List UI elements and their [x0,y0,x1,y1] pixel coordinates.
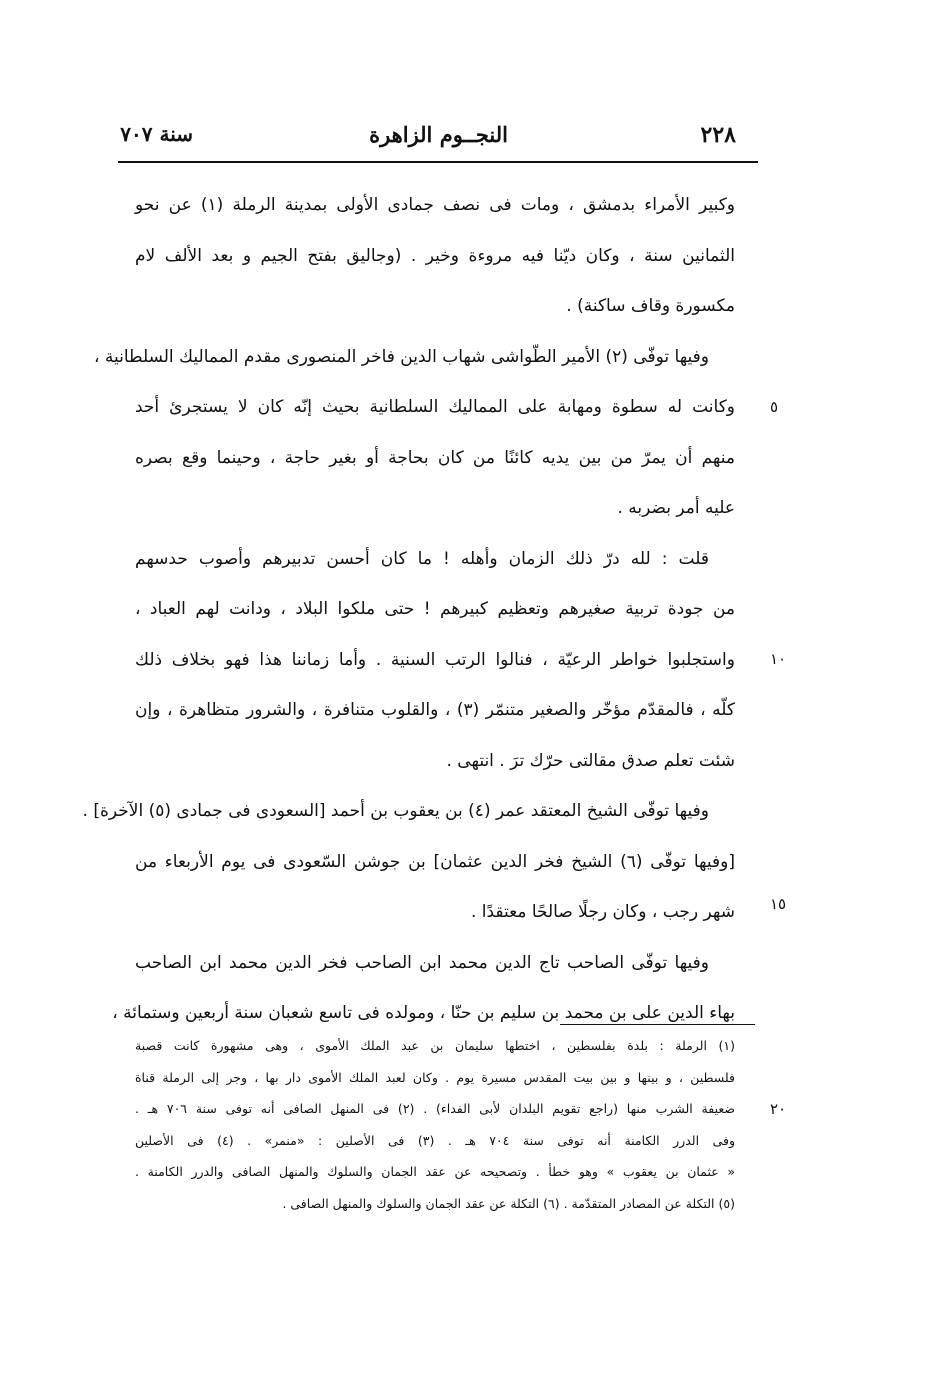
text-line: الثمانين سنة ، وكان ديّنا فيه مروءة وخير . (وجاليق بفتح الجيم و بعد الألف لام [135,245,735,266]
text-line: وكانت له سطوة ومهابة على المماليك السلطانية بحيث إنّه كان لا يستجرئ أحد [135,397,735,417]
footnote-line: « عثمان بن يعقوب » وهو خطأ . وتصحيحه عن عقد الجمان والسلوك والمنهل الصافى والدرر الكامنة . [135,1164,735,1179]
text-line: شهر رجب ، وكان رجلًا صالحًا معتقدًا . [470,902,735,922]
text-line: واستجلبوا خواطر الرعيّة ، فنالوا الرتب السنية . وأما زماننا هذا فهو بخلاف ذلك [135,649,735,670]
text-line: قلت : لله درّ ذلك الزمان وأهله ! ما كان أحسن تدبيرهم وأصوب حدسهم [135,548,709,569]
margin-line-number: ٥ [770,398,779,416]
margin-line-number: ٢٠ [770,1100,787,1118]
text-line: وفيها توفّى الصاحب تاج الدين محمد ابن الصاحب فخر الدين محمد ابن الصاحب [135,952,709,973]
text-line: منهم أن يمرّ من بين يديه كائنًا من كان بحاجة أو بغير حاجة ، وحينما وقع بصره [135,447,735,468]
footnote-line: (١) الرملة : بلدة بفلسطين ، اختطها سليمان بن عبد الملك الأموى ، وهى مشهورة كانت قصبة [135,1038,735,1053]
text-line: [وفيها توفّى (٦) الشيخ فخر الدين عثمان] بن جوشن السّعودى فى يوم الأربعاء من [135,851,735,872]
text-line: وفيها توفّى الشيخ المعتقد عمر (٤) بن يعقوب بن أحمد [السعودى فى جمادى (٥) الآخرة] . [82,801,709,821]
text-line: عليه أمر بضربه . [617,498,735,518]
margin-line-number: ١٥ [770,895,787,913]
footnote-line: (٥) التكلة عن المصادر المتقدّمة . (٦) التكلة عن عقد الجمان والسلوك والمنهل الصافى . [282,1195,735,1211]
header-rule [118,161,758,163]
text-line: شئت تعلم صدق مقالتى حرّك ترَ . انتهى . [446,750,735,771]
text-line: وفيها توفّى (٢) الأمير الطّواشى شهاب الدين فاخر المنصورى مقدم المماليك السلطانية ، [93,346,709,367]
running-year: سنة ٧٠٧ [120,122,193,146]
main-text [82,180,736,1039]
footnote-line: فلسطين ، و بينها و بين بيت المقدس مسيرة يوم . وكان لعبد الملك الأموى دار بها ، وجر إلى الرملة قناة [135,1069,735,1085]
footnote-line: وفى الدرر الكامنة أنه توفى سنة ٧٠٤ هـ . (٣) فى الأصلين : «منمر» . (٤) فى الأصلين [135,1132,736,1148]
text-line: بهاء الدين على بن محمد بن سليم بن حنّا ، ومولده فى تاسع شعبان سنة أربعين وستمائة ، [112,1003,735,1023]
page-number: ٢٢٨ [700,122,736,148]
text-line: وكبير الأمراء بدمشق ، ومات فى نصف جمادى الأولى بمدينة الرملة (١) عن نحو [135,195,736,215]
margin-line-number: ١٠ [770,650,787,668]
text-line: من جودة تربية صغيرهم وتعظيم كبيرهم ! حتى ملكوا البلاد ، ودانت لهم العباد ، [135,599,735,619]
text-line: مكسورة وقاف ساكنة) . [566,296,735,316]
page-header [118,118,758,158]
footnote-line: ضعيفة الشرب منها (راجع تقويم البلدان لأبى الفداء) . (٢) فى المنهل الصافى أنه توفى سنة ٧٠٦ هـ . [135,1101,735,1116]
footnote-rule [560,1024,755,1025]
text-line: كلّه ، فالمقدّم مؤخّر والصغير متنمّر (٣) ، والقلوب متنافرة ، والشرور متظاهرة ، وإن [135,700,736,720]
footnotes [135,1030,735,1219]
running-title: النجــوم الزاهرة [369,122,508,147]
